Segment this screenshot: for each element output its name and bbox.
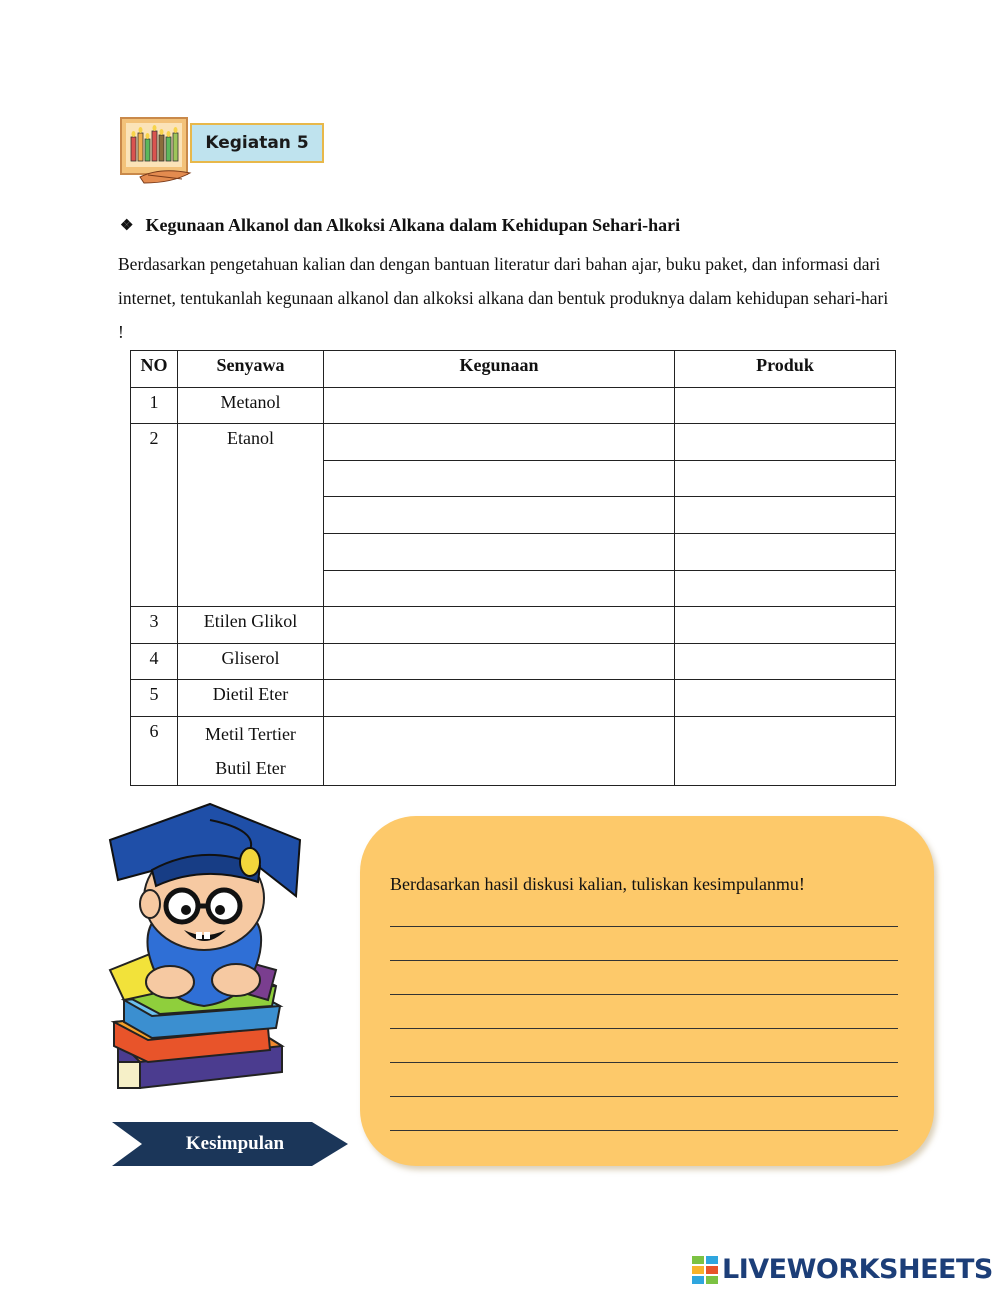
header-no: NO bbox=[131, 351, 178, 388]
row-number: 4 bbox=[131, 643, 178, 680]
table-row bbox=[131, 716, 896, 785]
table-row bbox=[131, 680, 896, 717]
row-number: 2 bbox=[131, 424, 178, 607]
instruction-paragraph: Berdasarkan pengetahuan kalian dan dengan bantuan literatur dari bahan ajar, buku paket, dan informasi dari internet, tentukanlah kegunaan alkanol dan alkoksi alkana dan bentuk produknya dalam kehidupan sehari-hari ! bbox=[118, 254, 889, 342]
answer-line[interactable] bbox=[390, 1096, 898, 1097]
compound-name bbox=[178, 716, 324, 785]
usage-cell[interactable] bbox=[324, 497, 675, 534]
product-cell[interactable] bbox=[675, 643, 896, 680]
row-number: 5 bbox=[131, 680, 178, 717]
product-cell[interactable] bbox=[675, 570, 896, 607]
table-header-row bbox=[131, 351, 896, 388]
conclusion-box bbox=[360, 816, 934, 1166]
header-product: Produk bbox=[675, 351, 896, 388]
answer-line[interactable] bbox=[390, 994, 898, 995]
candles-icon bbox=[120, 117, 192, 185]
answer-line[interactable] bbox=[390, 926, 898, 927]
table-row bbox=[131, 424, 896, 461]
product-cell[interactable] bbox=[675, 497, 896, 534]
table-row bbox=[131, 607, 896, 644]
compound-name: Etanol bbox=[178, 424, 324, 607]
answer-line[interactable] bbox=[390, 1130, 898, 1131]
row-number: 3 bbox=[131, 607, 178, 644]
product-cell[interactable] bbox=[675, 716, 896, 785]
compound-name: Dietil Eter bbox=[178, 680, 324, 717]
liveworksheets-logo[interactable] bbox=[692, 1254, 993, 1285]
bullet-icon: ❖ bbox=[120, 218, 134, 234]
usage-cell[interactable] bbox=[324, 716, 675, 785]
answer-line[interactable] bbox=[390, 960, 898, 961]
compound-name: Metanol bbox=[178, 387, 324, 424]
conclusion-prompt: Berdasarkan hasil diskusi kalian, tuliskan kesimpulanmu! bbox=[390, 874, 805, 894]
product-cell[interactable] bbox=[675, 387, 896, 424]
compound-name: Gliserol bbox=[178, 643, 324, 680]
product-cell[interactable] bbox=[675, 607, 896, 644]
section-title: Kegunaan Alkanol dan Alkoksi Alkana dalam Kehidupan Sehari-hari bbox=[145, 215, 681, 235]
product-cell[interactable] bbox=[675, 424, 896, 461]
usage-cell[interactable] bbox=[324, 570, 675, 607]
table-row bbox=[131, 387, 896, 424]
section-heading bbox=[120, 215, 680, 236]
activity-badge: Kegiatan 5 bbox=[190, 123, 324, 163]
row-number: 1 bbox=[131, 387, 178, 424]
product-cell[interactable] bbox=[675, 680, 896, 717]
conclusion-label: Kesimpulan bbox=[185, 1133, 285, 1154]
compound-name-line: Butil Eter bbox=[215, 757, 286, 778]
usage-cell[interactable] bbox=[324, 460, 675, 497]
product-cell[interactable] bbox=[675, 460, 896, 497]
usage-table bbox=[130, 350, 896, 786]
usage-cell[interactable] bbox=[324, 533, 675, 570]
compound-name: Etilen Glikol bbox=[178, 607, 324, 644]
usage-cell[interactable] bbox=[324, 643, 675, 680]
answer-line[interactable] bbox=[390, 1028, 898, 1029]
usage-cell[interactable] bbox=[324, 607, 675, 644]
compound-name-line: Metil Tertier bbox=[205, 723, 296, 744]
header-usage: Kegunaan bbox=[324, 351, 675, 388]
header-compound: Senyawa bbox=[178, 351, 324, 388]
answer-line[interactable] bbox=[390, 1062, 898, 1063]
row-number: 6 bbox=[131, 716, 178, 785]
usage-cell[interactable] bbox=[324, 387, 675, 424]
liveworksheets-logo-icon bbox=[692, 1256, 718, 1284]
usage-cell[interactable] bbox=[324, 680, 675, 717]
product-cell[interactable] bbox=[675, 533, 896, 570]
usage-cell[interactable] bbox=[324, 424, 675, 461]
graduate-student-illustration bbox=[100, 800, 310, 1130]
table-row bbox=[131, 643, 896, 680]
logo-text: LIVEWORKSHEETS bbox=[722, 1254, 993, 1285]
